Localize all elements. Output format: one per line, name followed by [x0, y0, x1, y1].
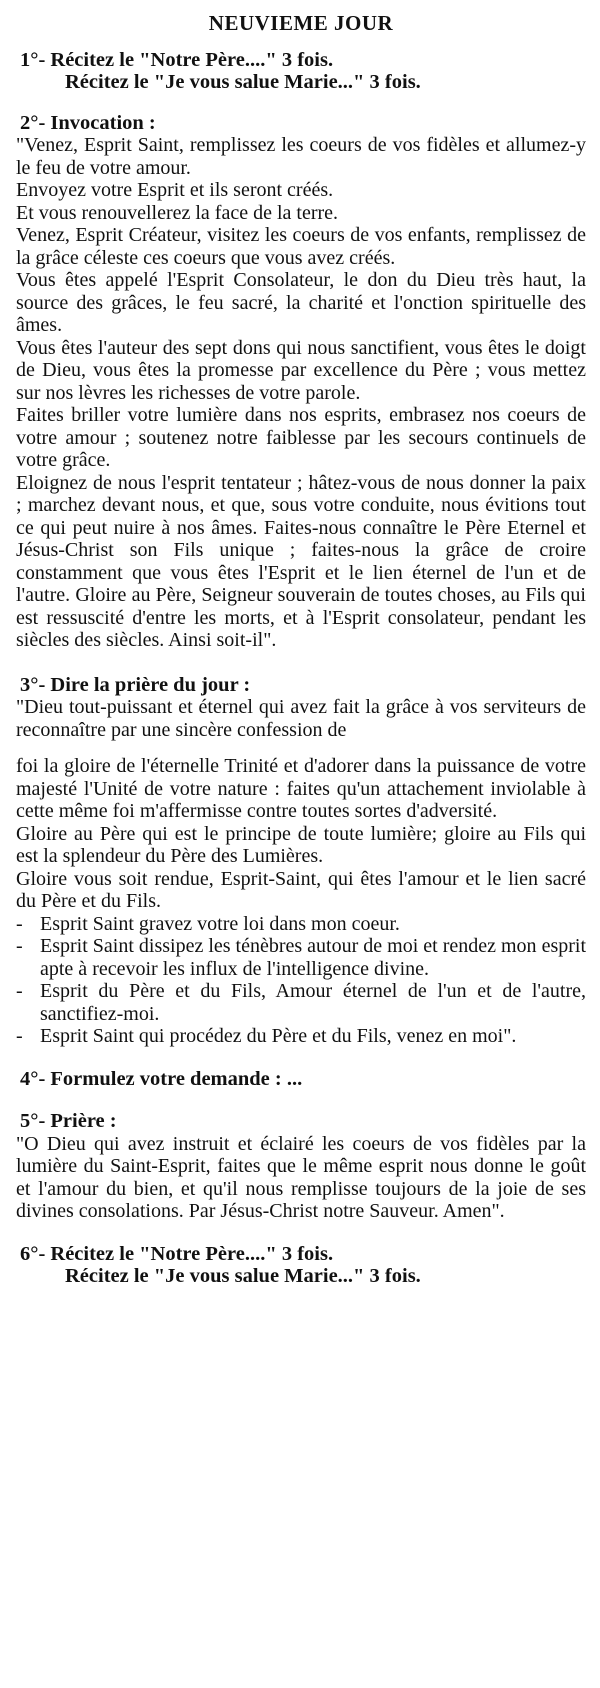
list-item-text: Esprit Saint gravez votre loi dans mon coeur.	[40, 912, 400, 935]
step-3-heading: Dire la prière du jour :	[50, 673, 251, 696]
list-item-text: Esprit Saint dissipez les ténèbres autour de moi et rendez mon esprit apte à recevoir les influx de l'intelligence divine.	[40, 935, 586, 980]
list-item	[16, 1025, 586, 1048]
invocation-paragraph: Et vous renouvellerez la face de la terre.	[16, 201, 339, 224]
step-3-number: 3°-	[20, 673, 46, 696]
bullet-dash: -	[16, 980, 23, 1002]
prayer-paragraph: Gloire au Père qui est le principe de toute lumière; gloire au Fils qui est la splendeur du Père des Lumières.	[16, 822, 586, 867]
step-3	[16, 674, 586, 1048]
bullet-dash: -	[16, 912, 23, 935]
step-6-line-2: Récitez le "Je vous salue Marie..." 3 fois.	[65, 1265, 421, 1287]
invocation-paragraph: "Venez, Esprit Saint, remplissez les coeurs de vos fidèles et allumez-y le feu de votre amour.	[16, 134, 586, 179]
invocation-paragraph: Eloignez de nous l'esprit tentateur ; hâtez-vous de nous donner la paix ; marchez devant nous, et que, sous votre conduite, nous évitions tout ce qui peut nuire à nos âmes. Faites-nous connaître le Père Eternel et Jésus-Christ son Fils unique ; faites-nous la grâce de croire constamment que vous êtes l'Esprit et le lien éternel de l'un et de l'autre. Gloire au Père, Seigneur souverain de toutes choses, au Fils qui est ressuscité d'entre les morts, et à l'Esprit consolateur, pendant les siècles des siècles. Ainsi soit-il".	[16, 471, 586, 651]
step-2-number: 2°-	[20, 111, 46, 134]
prayer-paragraph: foi la gloire de l'éternelle Trinité et d'adorer dans la puissance de votre majesté l'Unité de votre nature : faites qu'un attachement inviolable à cette même foi m'affermisse contre toutes sortes d'adversité.	[16, 755, 586, 822]
invocation-paragraph: Envoyez votre Esprit et ils seront créés.	[16, 179, 334, 201]
step-4-heading: Formulez votre demande : ...	[50, 1067, 303, 1090]
step-6	[16, 1243, 586, 1288]
list-item	[16, 913, 586, 936]
step-1-line-1: Récitez le "Notre Père...." 3 fois.	[50, 48, 334, 71]
step-1	[16, 49, 586, 94]
step-5-number: 5°-	[20, 1110, 46, 1132]
step-6-line-1: Récitez le "Notre Père...." 3 fois.	[50, 1242, 334, 1265]
invocation-paragraph: Faites briller votre lumière dans nos esprits, embrasez nos coeurs de votre amour ; soutenez notre faiblesse par les secours continuels de votre grâce.	[16, 404, 586, 471]
invocation-paragraph: Vous êtes appelé l'Esprit Consolateur, le don du Dieu très haut, la source des grâces, le feu sacré, la charité et l'onction spirituelle des âmes.	[16, 269, 586, 336]
step-4	[16, 1068, 586, 1091]
step-1-number: 1°-	[20, 48, 46, 71]
page-title: NEUVIEME JOUR	[208, 11, 394, 35]
invocation-paragraph: Vous êtes l'auteur des sept dons qui nous sanctifient, vous êtes le doigt de Dieu, vous êtes la promesse par excellence du Père ; vous mettez sur nos lèvres les richesses de votre parole.	[16, 336, 586, 404]
invocation-list	[16, 913, 586, 1048]
prayer-paragraph: Gloire vous soit rendue, Esprit-Saint, qui êtes l'amour et le lien sacré du Père et du Fils.	[16, 867, 586, 912]
step-4-number: 4°-	[20, 1067, 46, 1090]
step-2-heading: Invocation :	[50, 111, 156, 134]
list-item-text: Esprit Saint qui procédez du Père et du Fils, venez en moi".	[40, 1025, 517, 1047]
step-5	[16, 1110, 586, 1223]
list-item-text: Esprit du Père et du Fils, Amour éternel de l'un et de l'autre, sanctifiez-moi.	[40, 980, 586, 1025]
bullet-dash: -	[16, 1025, 23, 1047]
step-1-line-2: Récitez le "Je vous salue Marie..." 3 fois.	[65, 71, 421, 93]
final-prayer-text: "O Dieu qui avez instruit et éclairé les coeurs de vos fidèles par la lumière du Saint-Esprit, faites que le même esprit nous donne le goût et l'amour du bien, et qu'il nous remplisse toujours de la joie de ses divines consolations. Par Jésus-Christ notre Sauveur. Amen".	[16, 1132, 586, 1222]
list-item	[16, 935, 586, 980]
list-item	[16, 980, 586, 1025]
invocation-paragraph: Venez, Esprit Créateur, visitez les coeurs de vos enfants, remplissez de la grâce céleste ces coeurs que vous avez créés.	[16, 224, 586, 269]
step-2	[16, 112, 586, 652]
bullet-dash: -	[16, 935, 23, 957]
step-6-number: 6°-	[20, 1242, 46, 1265]
prayer-paragraph: "Dieu tout-puissant et éternel qui avez fait la grâce à vos serviteurs de reconnaître par une sincère confession de	[16, 696, 586, 741]
step-5-heading: Prière :	[50, 1110, 117, 1132]
